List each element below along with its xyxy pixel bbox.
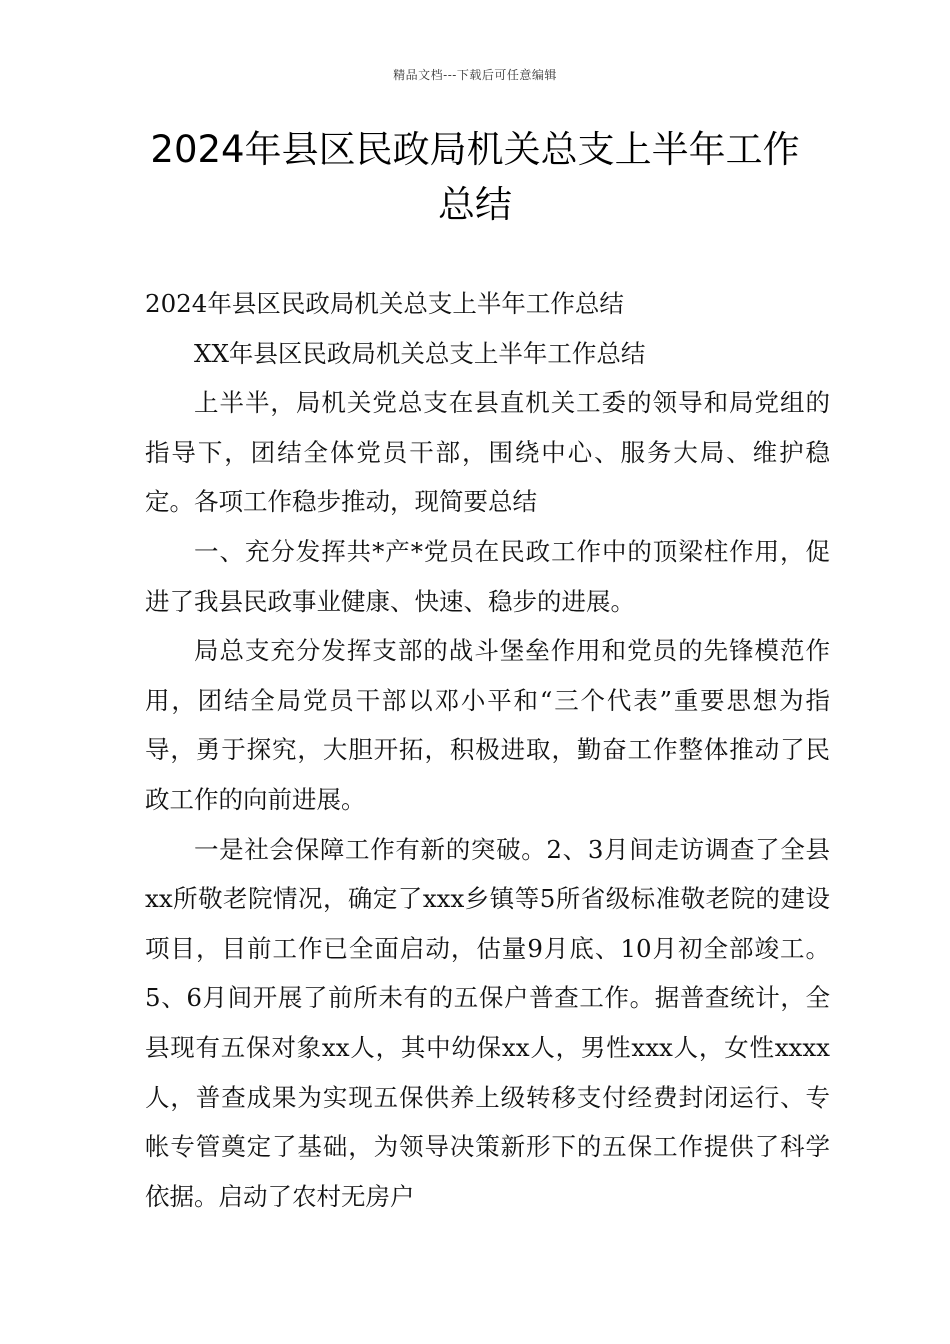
paragraph-intro: 上半半，局机关党总支在县直机关工委的领导和局党组的指导下，团结全体党员干部，围绕中心、服务大局、维护稳定。各项工作稳步推动，现简要总结 <box>145 388 830 517</box>
paragraph-heading: XX年县区民政局机关总支上半年工作总结 <box>194 338 646 368</box>
header-note: 精品文档---下载后可任意编辑 <box>393 68 557 82</box>
document-title <box>120 122 830 232</box>
paragraph-party-role: 局总支充分发挥支部的战斗堡垒作用和党员的先锋模范作用，团结全局党员干部以邓小平和“三个代表”重要思想为指导，勇于探究，大胆开拓，积极进取，勤奋工作整体推动了民政工作的向前进展。 <box>145 636 830 814</box>
paragraph-subtitle: 2024年县区民政局机关总支上半年工作总结 <box>145 289 624 318</box>
title-line-2: 总结 <box>438 183 512 226</box>
paragraph-social-security: 一是社会保障工作有新的突破。2、3月间走访调查了全县xx所敬老院情况，确定了xxx乡镇等5所省级标准敬老院的建设项目，目前工作已全面启动，估量9月底、10月初全部竣工。5、6月间开展了前所未有的五保户普查工作。据普查统计，全县现有五保对象xx人，其中幼保xx人，男性xxx人，女性xxxx人，普查成果为实现五保供养上级转移支付经费封闭运行、专帐专管奠定了基础，为领导决策新形下的五保工作提供了科学依据。启动了农村无房户 <box>145 834 830 1211</box>
paragraph-section-1: 一、充分发挥共*产*党员在民政工作中的顶梁柱作用，促进了我县民政事业健康、快速、稳步的进展。 <box>145 536 830 616</box>
title-line-1: 2024年县区民政局机关总支上半年工作 <box>150 128 800 171</box>
document-body <box>145 279 830 1221</box>
